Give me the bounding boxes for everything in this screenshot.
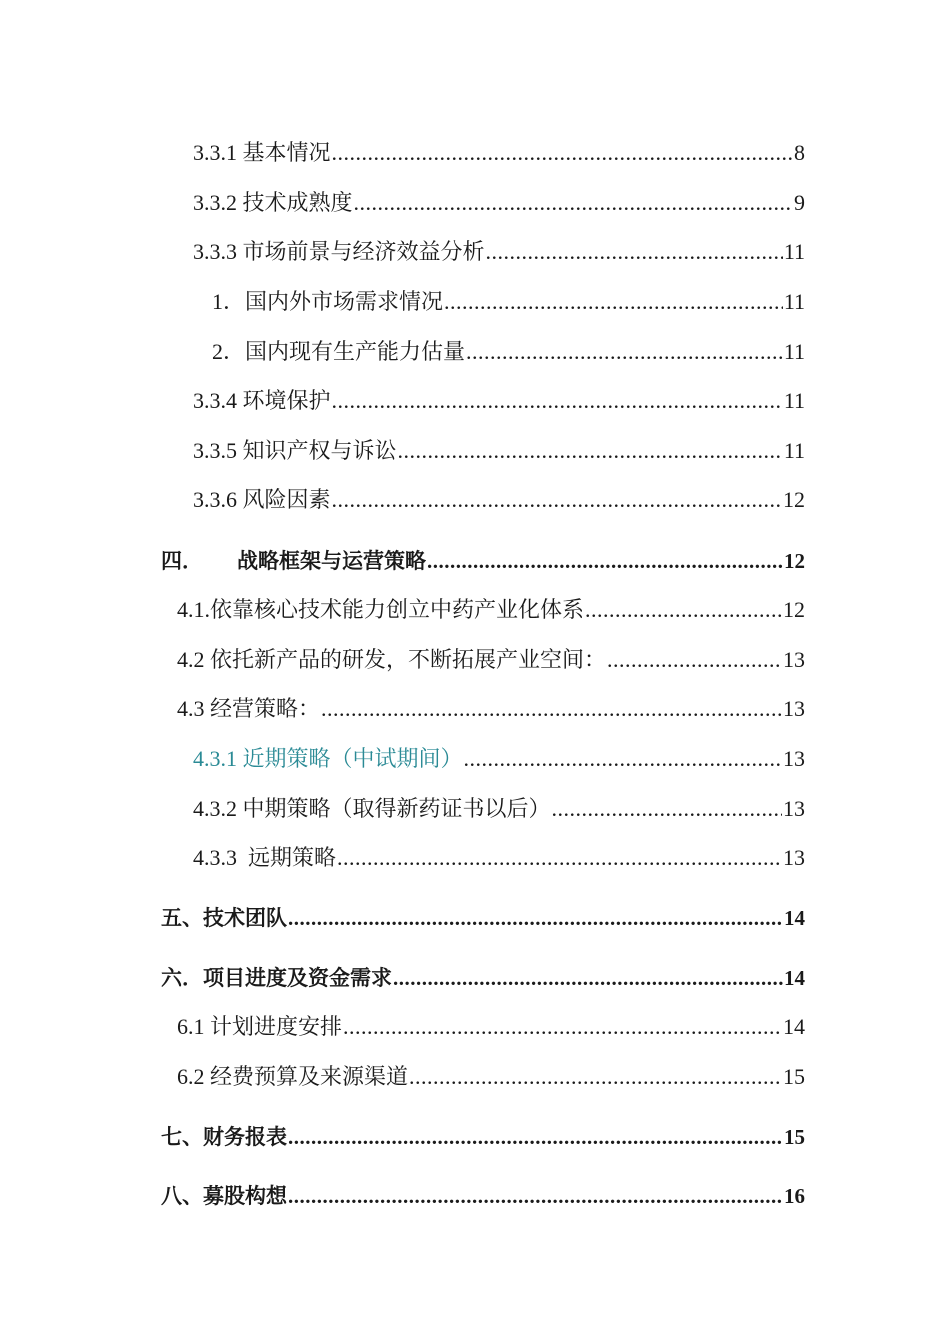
toc-entry-page: 13 [783,845,805,870]
toc-entry-label: 4.2 依托新产品的研发，不断拓展产业空间： [177,647,607,672]
toc-entry-label: 4.3.1 近期策略（中试期间） [193,746,463,771]
toc-entry-4-3[interactable] [177,694,805,724]
toc-entry-page: 11 [783,239,805,264]
toc-entry-3-3-5[interactable] [193,436,805,466]
toc-entry-4-3-2[interactable] [193,794,805,824]
toc-entry-3-3-6[interactable] [193,485,805,515]
dot-leader [321,694,782,724]
toc-entry-4-3-3[interactable] [193,843,805,873]
toc-entry-3-3-1[interactable] [193,138,805,168]
toc-entry-page: 15 [784,1125,805,1149]
toc-entry-page: 16 [784,1184,805,1208]
toc-entry-label: 1．国内外市场需求情况 [212,289,444,314]
dot-leader [398,436,783,466]
dot-leader [552,794,782,824]
toc-entry-section-7[interactable] [161,1122,805,1152]
toc-entry-label: 2．国内现有生产能力估量 [212,339,466,364]
toc-entry-page: 11 [783,339,805,364]
dot-leader [332,485,782,515]
toc-entry-3-3-2[interactable] [193,188,805,218]
dot-leader [427,546,783,576]
toc-entry-page: 15 [783,1064,805,1089]
toc-entry-label: 八、募股构想 [161,1184,287,1208]
toc-entry-label: 3.3.6 风险因素 [193,487,331,512]
dot-leader [288,903,783,933]
toc-entry-label: 3.3.2 技术成熟度 [193,190,353,215]
toc-entry-6-2[interactable] [177,1062,805,1092]
dot-leader [444,287,783,317]
toc-entry-page: 13 [783,647,805,672]
dot-leader [337,843,782,873]
toc-entry-label: 3.3.3 市场前景与经济效益分析 [193,239,485,264]
toc-entry-page: 12 [783,487,805,512]
toc-entry-section-6[interactable] [161,963,805,993]
dot-leader [607,645,782,675]
dot-leader [332,386,783,416]
dot-leader [585,595,782,625]
toc-entry-page: 13 [783,796,805,821]
toc-entry-4-1[interactable] [177,595,805,625]
toc-entry-label: 3.3.5 知识产权与诉讼 [193,438,397,463]
toc-entry-page: 11 [783,388,805,413]
toc-entry-3-3-3[interactable] [193,237,805,267]
toc-entry-number: 四． [161,549,203,573]
toc-entry-label: 4.3.3 远期策略 [193,845,337,870]
toc-entry-label: 6.2 经费预算及来源渠道 [177,1064,409,1089]
dot-leader [464,744,782,774]
dot-leader [466,337,783,367]
toc-entry-4-3-1[interactable] [193,744,805,774]
dot-leader [288,1122,783,1152]
dot-leader [343,1012,782,1042]
toc-entry-3-3-3-1[interactable] [212,287,805,317]
dot-leader [486,237,783,267]
toc-entry-page: 8 [794,140,805,165]
toc-entry-page: 14 [784,906,805,930]
toc-entry-label: 七、财务报表 [161,1125,287,1149]
dot-leader [332,138,793,168]
toc-entry-page: 11 [783,289,805,314]
toc-entry-label [161,546,426,576]
toc-entry-label: 六．项目进度及资金需求 [161,966,392,990]
toc-entry-label: 6.1 计划进度安排 [177,1014,343,1039]
toc-entry-page: 12 [783,597,805,622]
toc-entry-page: 14 [783,1014,805,1039]
toc-entry-6-1[interactable] [177,1012,805,1042]
toc-entry-page: 14 [784,966,805,990]
toc-entry-label: 4.3.2 中期策略（取得新药证书以后） [193,796,551,821]
toc-entry-4-2[interactable] [177,645,805,675]
toc-entry-label: 4.3 经营策略： [177,696,321,721]
toc-entry-page: 13 [783,746,805,771]
toc-entry-section-4[interactable] [161,546,805,576]
toc-entry-label: 五、技术团队 [161,906,287,930]
toc-entry-page: 12 [784,549,805,573]
toc-entry-page: 9 [794,190,805,215]
toc-entry-3-3-3-2[interactable] [212,337,805,367]
toc-entry-3-3-4[interactable] [193,386,805,416]
dot-leader [288,1181,783,1211]
toc-entry-title: 战略框架与运营策略 [237,549,426,573]
toc-entry-section-5[interactable] [161,903,805,933]
toc-entry-page: 13 [783,696,805,721]
dot-leader [354,188,793,218]
dot-leader [393,963,783,993]
toc-entry-label: 4.1.依靠核心技术能力创立中药产业化体系 [177,597,585,622]
toc-entry-section-8[interactable] [161,1181,805,1211]
dot-leader [409,1062,782,1092]
toc-entry-label: 3.3.1 基本情况 [193,140,331,165]
toc-entry-label: 3.3.4 环境保护 [193,388,331,413]
toc-entry-page: 11 [783,438,805,463]
